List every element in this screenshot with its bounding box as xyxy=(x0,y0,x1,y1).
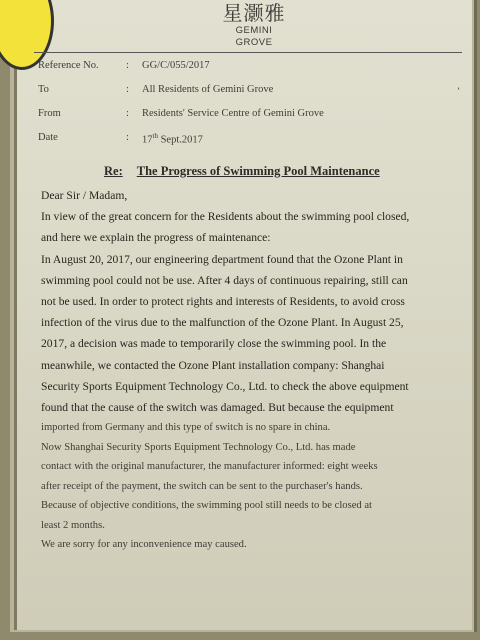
closing-line: We are sorry for any inconvenience may caused. xyxy=(41,539,247,551)
date-label: Date xyxy=(38,132,58,143)
logo-text-line2: GROVE xyxy=(235,36,273,48)
body-line: imported from Germany and this type of switch is no spare in china. xyxy=(41,422,331,434)
reference-sep: : xyxy=(126,60,129,71)
paragraph-update xyxy=(41,438,473,536)
from-value: Residents' Service Centre of Gemini Grove xyxy=(142,108,324,119)
date-value xyxy=(142,132,203,146)
body-line: not be used. In order to protect rights and interests of Residents, to avoid cross xyxy=(41,295,405,309)
header-divider xyxy=(34,52,462,53)
intro-paragraph xyxy=(41,206,473,248)
gemini-grove-logo xyxy=(219,4,289,50)
reference-row xyxy=(34,60,464,84)
to-row xyxy=(34,84,464,108)
to-value: All Residents of Gemini Grove xyxy=(142,84,274,95)
to-sep: : xyxy=(126,84,129,95)
salutation: Dear Sir / Madam, xyxy=(41,189,128,202)
reference-value: GG/C/055/2017 xyxy=(142,60,210,71)
date-month-year: Sept.2017 xyxy=(157,134,203,146)
logo-text-line1: GEMINI xyxy=(235,25,273,36)
from-row xyxy=(34,108,464,132)
from-label: From xyxy=(38,108,61,119)
body-line: In August 20, 2017, our engineering department found that the Ozone Plant in xyxy=(41,252,403,266)
notice-sheet xyxy=(14,0,472,630)
body-line: contact with the original manufacturer, the manufacturer informed: eight weeks xyxy=(41,461,378,473)
reference-label: Reference No. xyxy=(38,60,99,71)
paper-mark: ’ xyxy=(457,86,460,96)
notice-board-frame xyxy=(10,0,477,632)
subject-prefix: Re: xyxy=(104,164,123,178)
subject-line xyxy=(104,164,380,179)
body-line: least 2 months. xyxy=(41,519,105,531)
body-line: Now Shanghai Security Sports Equipment Technology Co., Ltd. has made xyxy=(41,441,356,453)
memo-header xyxy=(34,60,464,156)
body-line: Security Sports Equipment Technology Co., Ltd. to check the above equipment xyxy=(41,379,409,393)
date-row xyxy=(34,132,464,156)
body-line: Because of objective conditions, the swimming pool still needs to be closed at xyxy=(41,500,372,512)
sheet-edge xyxy=(14,0,17,630)
intro-line: In view of the great concern for the Residents about the swimming pool closed, xyxy=(41,210,410,224)
body-line: infection of the virus due to the malfunction of the Ozone Plant. In August 25, xyxy=(41,316,404,330)
date-day: 17 xyxy=(142,134,153,146)
body-line: meanwhile, we contacted the Ozone Plant installation company: Shanghai xyxy=(41,358,385,372)
body-line: 2017, a decision was made to temporarily close the swimming pool. In the xyxy=(41,337,387,351)
intro-line: and here we explain the progress of maintenance: xyxy=(41,231,271,245)
date-sep: : xyxy=(126,132,129,143)
logo-chinese-text: 星灏雅 xyxy=(222,3,286,25)
from-sep: : xyxy=(126,108,129,119)
subject-title: The Progress of Swimming Pool Maintenance xyxy=(136,164,380,178)
body-line: after receipt of the payment, the switch can be sent to the purchaser's hands. xyxy=(41,480,363,492)
body-line: swimming pool could not be use. After 4 days of continuous repairing, still can xyxy=(41,273,408,287)
to-label: To xyxy=(38,84,49,95)
date-suffix: th xyxy=(152,132,158,140)
paragraph-incident xyxy=(41,249,473,438)
body-line: found that the cause of the switch was damaged. But because the equipment xyxy=(41,401,394,415)
letter-body xyxy=(41,185,473,555)
